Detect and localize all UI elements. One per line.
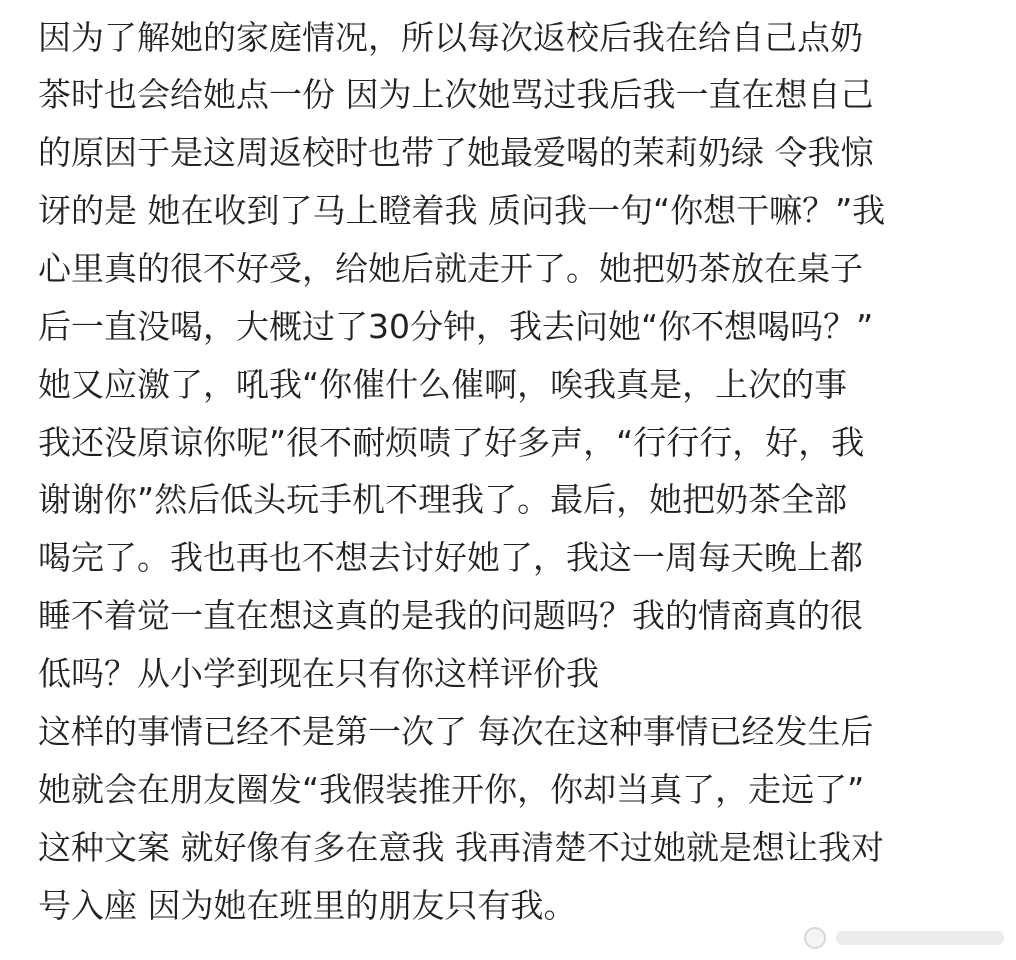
post-text-line: 睡不着觉一直在想这真的是我的问题吗？我的情商真的很 (38, 596, 863, 635)
post-text-line: 她又应激了，吼我“你催什么催啊，唉我真是，上次的事 (38, 365, 848, 404)
post-text-line: 后一直没喝，大概过了30分钟，我去问她“你不想喝吗？” (38, 307, 874, 346)
post-text-line: 谢谢你”然后低头玩手机不理我了。最后，她把奶茶全部 (38, 480, 848, 519)
post-text-line: 这种文案 就好像有多在意我 我再清楚不过她就是想让我对 (38, 828, 884, 867)
post-text-line: 号入座 因为她在班里的朋友只有我。 (38, 886, 577, 925)
post-text-line: 的原因于是这周返校时也带了她最爱喝的茉莉奶绿 令我惊 (38, 133, 874, 172)
watermark-logo-icon (804, 927, 826, 949)
post-text-line: 我还没原谅你呢”很不耐烦啧了好多声，“行行行，好，我 (38, 423, 865, 462)
post-text-line: 低吗？从小学到现在只有你这样评价我 (38, 654, 599, 693)
post-text-line: 因为了解她的家庭情况，所以每次返校后我在给自己点奶 (38, 18, 863, 57)
post-text-line: 这样的事情已经不是第一次了 每次在这种事情已经发生后 (38, 712, 874, 751)
post-text-line: 她就会在朋友圈发“我假装推开你，你却当真了，走远了” (38, 770, 865, 809)
post-text-line: 茶时也会给她点一份 因为上次她骂过我后我一直在想自己 (38, 75, 874, 114)
post-text-line: 喝完了。我也再也不想去讨好她了，我这一周每天晚上都 (38, 538, 863, 577)
watermark-bar (836, 931, 1004, 945)
watermark (804, 926, 1004, 950)
post-text-line: 心里真的很不好受，给她后就走开了。她把奶茶放在桌子 (38, 249, 863, 288)
post-text-line: 讶的是 她在收到了马上瞪着我 质问我一句“你想干嘛？”我 (38, 191, 886, 230)
